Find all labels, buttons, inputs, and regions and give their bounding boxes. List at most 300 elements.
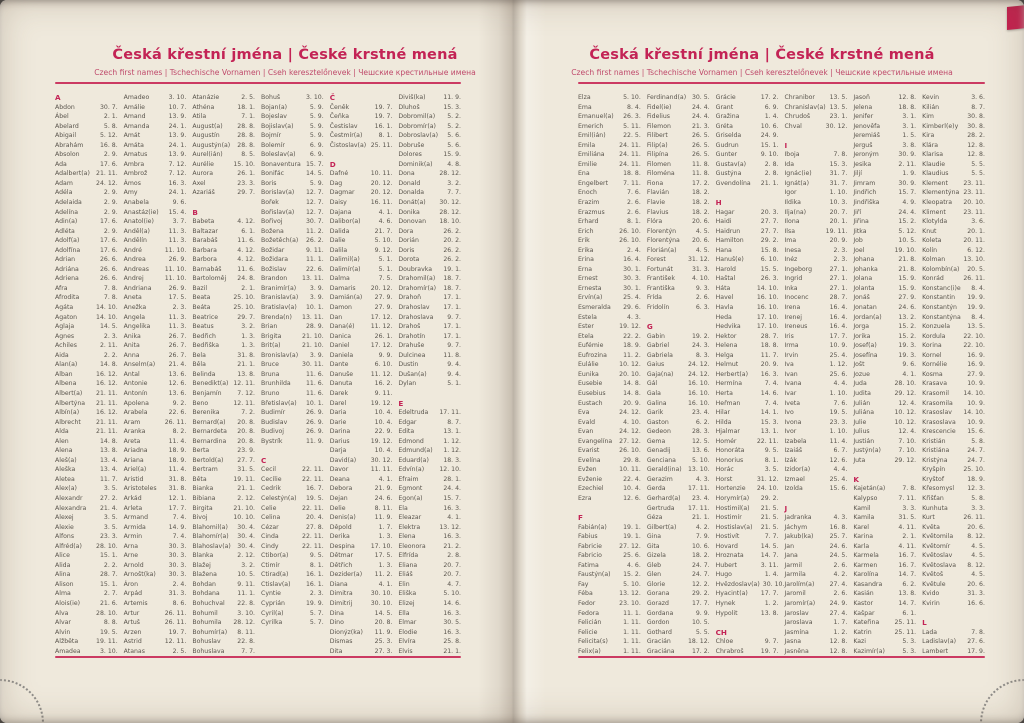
name-entry [853,589,916,599]
spacer-row [716,618,779,628]
name-entry [398,236,461,246]
name-entry [55,255,118,265]
name-day-date: 20. 9. [623,399,641,407]
name-day-date: 7. 8. [833,151,848,159]
name-day-date: 7. 7. [447,189,462,197]
name-day-date: 24. 12. [688,370,710,378]
given-name: Daniel [329,342,350,350]
name-entry [398,179,461,189]
name-day-date: 24. 7. [691,571,710,579]
name-day-date: 3. 9. [309,284,324,292]
name-entry [578,122,641,132]
name-entry [853,513,916,523]
given-name: Bojmír [261,132,282,140]
name-column [55,93,118,657]
name-day-date: 4. 10. [691,275,710,283]
name-day-date: 28. 7. [829,294,848,302]
name-entry [192,293,255,303]
given-name: Ivo [784,409,794,417]
name-day-date: 1. 10. [829,389,848,397]
name-entry [716,418,779,428]
given-name: Křesomysl [922,485,955,493]
name-day-date: 11. 3. [168,313,187,321]
given-name: Adalbert(a) [55,170,90,178]
given-name: Ivar [784,389,797,397]
name-entry [716,465,779,475]
name-day-date: 7. 6. [627,189,641,197]
name-entry [647,246,710,256]
name-entry [647,179,710,189]
name-day-date: 16. 10. [756,304,779,312]
given-name: Berta [192,447,210,455]
name-day-date: 30. 10. [370,590,393,598]
name-entry [784,227,847,237]
name-entry [578,494,641,504]
name-entry [716,313,779,323]
given-name: Garik [646,409,664,417]
name-entry [784,570,847,580]
name-day-date: 13. 11. [302,275,324,283]
name-entry [124,293,187,303]
name-day-date: 20. 7. [443,571,462,579]
name-day-date: 26. 7. [168,332,187,340]
name-day-date: 5. 6. [447,132,462,140]
name-day-date: 14. 10. [96,304,118,312]
name-entry [578,389,641,399]
name-entry [578,227,641,237]
name-day-date: 12. 2. [691,580,710,588]
name-day-date: 21. 1. [443,647,462,655]
name-day-date: 8. 3. [695,351,710,359]
name-entry [578,589,641,599]
name-entry [647,494,710,504]
name-entry [124,370,187,380]
name-entry [578,456,641,466]
name-day-date: 21. 7. [374,227,393,235]
name-entry [124,494,187,504]
given-name: Bojislav(a) [261,122,294,130]
name-entry [55,523,118,533]
given-name: Bohdana [192,590,220,598]
given-name: Aneta [123,294,142,302]
given-name: Dalimír(a) [329,265,361,273]
name-entry [124,618,187,628]
given-name: Dobruše [398,141,425,149]
name-day-date: 30. 5. [691,94,710,101]
given-name: Emiliána [578,151,605,159]
name-entry [853,313,916,323]
name-day-date: 2. 1. [103,113,118,121]
name-entry [192,637,255,647]
name-entry [716,103,779,113]
given-name: Blahoslav(a) [192,542,231,550]
given-name: Jasněna [784,647,809,655]
name-entry [784,179,847,189]
given-name: Drahomil(a) [398,275,436,283]
name-entry [192,265,255,275]
name-entry [398,418,461,428]
name-entry [784,169,847,179]
name-entry [55,418,118,428]
name-day-date: 14. 9. [168,523,187,531]
given-name: Kevin [922,94,939,101]
name-day-date: 17. 6. [99,246,118,254]
name-entry [124,542,187,552]
name-entry [853,227,916,237]
name-entry [716,551,779,561]
name-day-date: 12. 6. [829,456,848,464]
name-day-date: 27. 7. [237,456,256,464]
name-entry [647,284,710,294]
given-name: Kalypso [853,494,878,502]
given-name: Fatima [578,561,599,569]
name-day-date: 25. 4. [829,475,848,483]
name-entry [55,169,118,179]
given-name: Amáta [123,141,144,149]
name-entry [578,303,641,313]
name-day-date: 28. 7. [760,332,779,340]
given-name: Bela [192,351,206,359]
name-entry [716,513,779,523]
name-day-date: 12. 11. [164,638,187,646]
name-entry [853,360,916,370]
name-entry [55,313,118,323]
name-day-date: 22. 11. [302,504,324,512]
name-entry [192,246,255,256]
name-entry [853,389,916,399]
given-name: Erna [578,265,593,273]
name-entry [398,93,461,103]
name-day-date: 10. 11. [619,466,641,474]
name-entry [647,188,710,198]
name-entry [330,169,393,179]
name-day-date: 3. 7. [172,218,187,226]
name-entry [922,122,985,132]
name-entry [398,284,461,294]
name-day-date: 26. 9. [305,409,324,417]
given-name: Filip(a) [646,141,668,149]
name-day-date: 27. 3. [374,647,393,655]
name-entry [55,484,118,494]
given-name: Damián(a) [329,294,363,302]
name-day-date: 15. 7. [898,189,917,197]
given-name: Gordana [646,609,674,617]
name-day-date: 12. 7. [305,208,324,216]
given-name: Aram [123,418,141,426]
name-day-date: 7. 8. [971,628,985,636]
name-day-date: 17. 5. [374,552,393,560]
name-entry [853,332,916,342]
given-name: Inka [784,284,798,292]
given-name: Esmeralda [578,304,611,312]
name-entry [398,637,461,647]
given-name: Karina [853,533,874,541]
name-day-date: 2. 4. [172,580,187,588]
name-day-date: 21. 5. [760,523,779,531]
given-name: Izabela [784,437,807,445]
name-entry [261,284,324,294]
given-name: Jaromír(a) [784,599,816,607]
name-day-date: 27. 7. [760,227,779,235]
name-entry [853,169,916,179]
name-entry [192,561,255,571]
name-day-date: 29. 7. [237,313,256,321]
name-entry [922,475,985,485]
name-entry [716,637,779,647]
name-entry [55,360,118,370]
name-entry [124,169,187,179]
spacer-row [192,198,255,208]
given-name: Kateřina [853,619,880,627]
name-day-date: 17. 12. [370,313,393,321]
name-entry [784,360,847,370]
name-day-date: 24. 11. [619,151,641,159]
name-entry [330,427,393,437]
given-name: Alena [55,447,73,455]
name-day-date: 31. 3. [967,590,985,598]
name-day-date: 21. 1. [237,485,256,493]
name-day-date: 25. 7. [829,533,848,541]
name-day-date: 10. 6. [760,122,779,130]
given-name: Ilja(na) [784,208,807,216]
given-name: Artur [123,609,140,617]
name-day-date: 4. 12. [237,246,256,254]
given-name: Brunhilda [261,380,291,388]
name-entry [716,494,779,504]
name-day-date: 6. 1. [902,609,917,617]
name-day-date: 16. 7. [898,552,917,560]
name-entry [716,437,779,447]
given-name: Erich [578,227,594,235]
name-entry [853,504,916,514]
given-name: Helga [715,351,734,359]
name-day-date: 17. 7. [829,332,848,340]
given-name: Dalibor(a) [329,218,361,226]
name-day-date: 6. 12. [967,246,985,254]
name-entry [922,370,985,380]
name-entry [647,427,710,437]
name-entry [261,475,324,485]
given-name: Atanázie [192,94,220,101]
given-name: Emerich [578,122,604,130]
given-name: Hagar [715,208,735,216]
given-name: Birgita [192,504,213,512]
name-entry [784,122,847,132]
given-name: Fabricie [578,542,602,550]
name-entry [261,322,324,332]
name-entry [784,513,847,523]
name-entry [853,637,916,647]
name-day-date: 7. 7. [764,533,779,541]
name-day-date: 30. 1. [623,284,641,292]
name-entry [330,360,393,370]
given-name: Erina [578,256,594,264]
given-name: Afrodita [55,294,80,302]
name-day-date: 11. 8. [691,170,710,178]
name-day-date: 26. 2. [443,256,462,264]
given-name: Alida [55,561,71,569]
name-entry [716,351,779,361]
name-entry [261,255,324,265]
name-day-date: 25. 3. [374,638,393,646]
name-day-date: 26. 10. [619,237,641,245]
name-entry [853,265,916,275]
name-day-date: 13. 12. [619,590,641,598]
name-day-date: 26. 6. [99,275,118,283]
name-entry [922,322,985,332]
name-day-date: 11. 6. [237,265,256,273]
name-entry [124,475,187,485]
given-name: Aristid [123,475,144,483]
given-name: Edgar [398,418,417,426]
name-day-date: 2. 6. [833,561,848,569]
name-day-date: 26. 3. [623,113,641,121]
name-day-date: 4. 1. [378,208,393,216]
name-entry [853,370,916,380]
given-name: Alexandr [55,494,83,502]
name-entry [398,112,461,122]
name-day-date: 17. 9. [967,647,985,655]
name-day-date: 25. 4. [623,294,641,302]
name-entry [330,188,393,198]
name-entry [261,141,324,151]
name-day-date: 18. 3. [443,456,462,464]
given-name: Jitka [853,227,867,235]
name-entry [55,246,118,256]
given-name: Kvirin [922,599,940,607]
name-entry [922,532,985,542]
name-day-date: 5. 5. [971,170,985,178]
letter-header: D [329,159,336,169]
name-entry [853,198,916,208]
name-entry [192,179,255,189]
name-entry [398,188,461,198]
name-day-date: 21. 10. [302,342,324,350]
given-name: Karel [853,523,869,531]
name-day-date: 11. 9. [443,94,462,101]
name-entry [398,456,461,466]
given-name: Arkád [123,494,142,502]
given-name: Jasoň [853,94,870,101]
given-name: Angela [123,313,146,321]
names-list [578,93,985,657]
given-name: Amand [123,113,146,121]
name-entry [853,274,916,284]
name-entry [124,589,187,599]
given-name: Damaris [329,284,356,292]
name-entry [922,332,985,342]
name-entry [853,208,916,218]
name-day-date: 4. 3. [627,313,641,321]
given-name: Iva [784,361,794,369]
given-name: Efraim [398,475,419,483]
name-entry [578,284,641,294]
name-entry [578,637,641,647]
name-entry [124,580,187,590]
given-name: Genadij [646,447,671,455]
name-day-date: 7. 1. [241,113,256,121]
name-day-date: 24. 10. [756,485,779,493]
given-name: Kryštof [922,475,945,483]
name-entry [578,542,641,552]
given-name: Angelika [123,323,151,331]
name-entry [853,246,916,256]
name-entry [716,332,779,342]
given-name: Jeremiáš [853,132,880,140]
name-day-date: 17. 5. [168,294,187,302]
given-name: Cecil [261,466,276,474]
name-day-date: 30. 4. [237,523,256,531]
given-name: Ariana [123,456,144,464]
name-entry [192,570,255,580]
name-day-date: 7. 2. [241,409,256,417]
name-day-date: 26. 6. [99,256,118,264]
name-day-date: 25. 4. [829,351,848,359]
name-day-date: 25. 11. [894,628,917,636]
name-day-date: 11. 1. [305,256,324,264]
name-day-date: 28. 8. [237,122,256,130]
name-day-date: 5. 3. [902,638,917,646]
given-name: August(a) [192,122,223,130]
spacer-row [578,504,641,514]
given-name: Karmen [853,561,878,569]
name-day-date: 22. 10. [963,342,985,350]
name-day-date: 17. 7. [760,590,779,598]
name-entry [922,408,985,418]
name-day-date: 12. 3. [967,485,985,493]
given-name: Bedřich [192,332,216,340]
name-day-date: 15. 6. [967,428,985,436]
name-day-date: 7. 12. [168,160,187,168]
name-entry [55,322,118,332]
given-name: Juta [853,456,866,464]
name-day-date: 20. 10. [619,370,641,378]
name-entry [124,112,187,122]
name-day-date: 4. 5. [695,227,710,235]
name-day-date: 7. 6. [833,399,848,407]
name-day-date: 21. 1. [691,514,710,522]
given-name: Kamila [853,514,875,522]
name-day-date: 10. 4. [623,485,641,493]
name-entry [398,609,461,619]
given-name: Hostimír [715,514,742,522]
name-entry [192,475,255,485]
given-name: Eufrozina [578,351,607,359]
name-day-date: 11. 1. [623,609,641,617]
given-name: Fiona [646,179,664,187]
name-entry [398,169,461,179]
name-entry [124,637,187,647]
name-entry [55,131,118,141]
page-edge-red-tab [1007,5,1024,30]
name-entry [124,408,187,418]
given-name: Dismas [329,638,353,646]
name-day-date: 18. 8. [623,170,641,178]
name-entry [55,141,118,151]
name-entry [398,647,461,657]
name-entry [55,647,118,657]
name-day-date: 17. 1. [443,332,462,340]
name-day-date: 27. 2. [99,494,118,502]
given-name: Jenověfa [853,122,881,130]
name-day-date: 19. 3. [898,342,917,350]
name-day-date: 6. 10. [374,361,393,369]
given-name: Areta [123,437,141,445]
name-entry [578,437,641,447]
given-name: Ester [578,323,594,331]
name-entry [330,322,393,332]
given-name: Alexie [55,523,74,531]
